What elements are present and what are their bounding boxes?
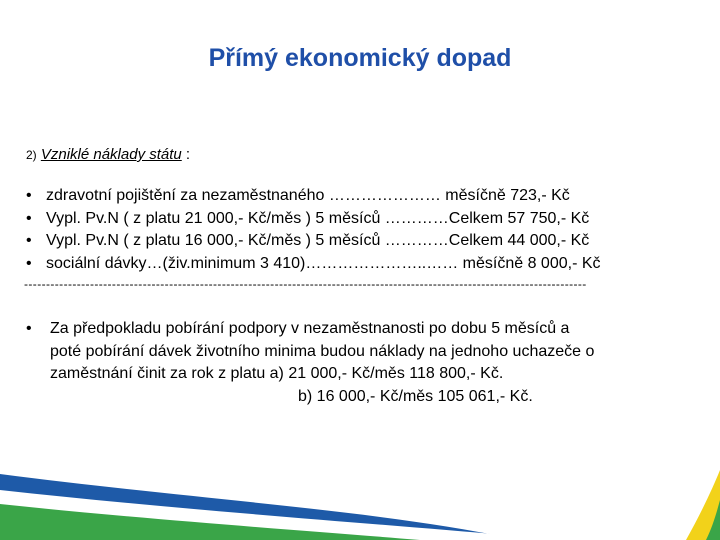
bullet-icon: • (26, 209, 32, 227)
list-item-text: sociální dávky…(živ.minimum 3 410)…………………..…… měsíčně 8 000,- Kč (46, 254, 601, 272)
page-title: Přímý ekonomický dopad (208, 44, 512, 72)
list-item-text: zdravotní pojištění za nezaměstnaného ………………… měsíčně 723,- Kč (46, 187, 570, 204)
section-suffix: : (181, 146, 191, 163)
bullet-icon: • (26, 320, 32, 337)
summary-line-4: b) 16 000,- Kč/měs 105 061,- Kč. (298, 387, 533, 405)
section-number: 2) (26, 148, 37, 162)
bullet-icon: • (26, 187, 32, 204)
dashed-separator: -------------------------------------------------------------------------------------------------------------------------------- (24, 277, 587, 291)
list-item-text: Vypl. Pv.N ( z platu 16 000,- Kč/měs ) 5 měsíců …………Celkem 44 000,- Kč (46, 232, 590, 249)
bullet-icon: • (26, 232, 32, 249)
summary-line-1: Za předpokladu pobírání podpory v nezaměstnanosti po dobu 5 měsíců a (50, 320, 570, 337)
summary-line-2: poté pobírání dávek životního minima budou náklady na jednoho uchazeče o (50, 342, 595, 360)
summary-line-3: zaměstnání činit za rok z platu a) 21 000,- Kč/měs 118 800,- Kč. (50, 365, 504, 382)
bullet-icon: • (26, 254, 32, 272)
section-label: Vzniklé náklady státu (40, 146, 182, 163)
list-item-text: Vypl. Pv.N ( z platu 21 000,- Kč/měs ) 5 měsíců …………Celkem 57 750,- Kč (46, 209, 590, 227)
